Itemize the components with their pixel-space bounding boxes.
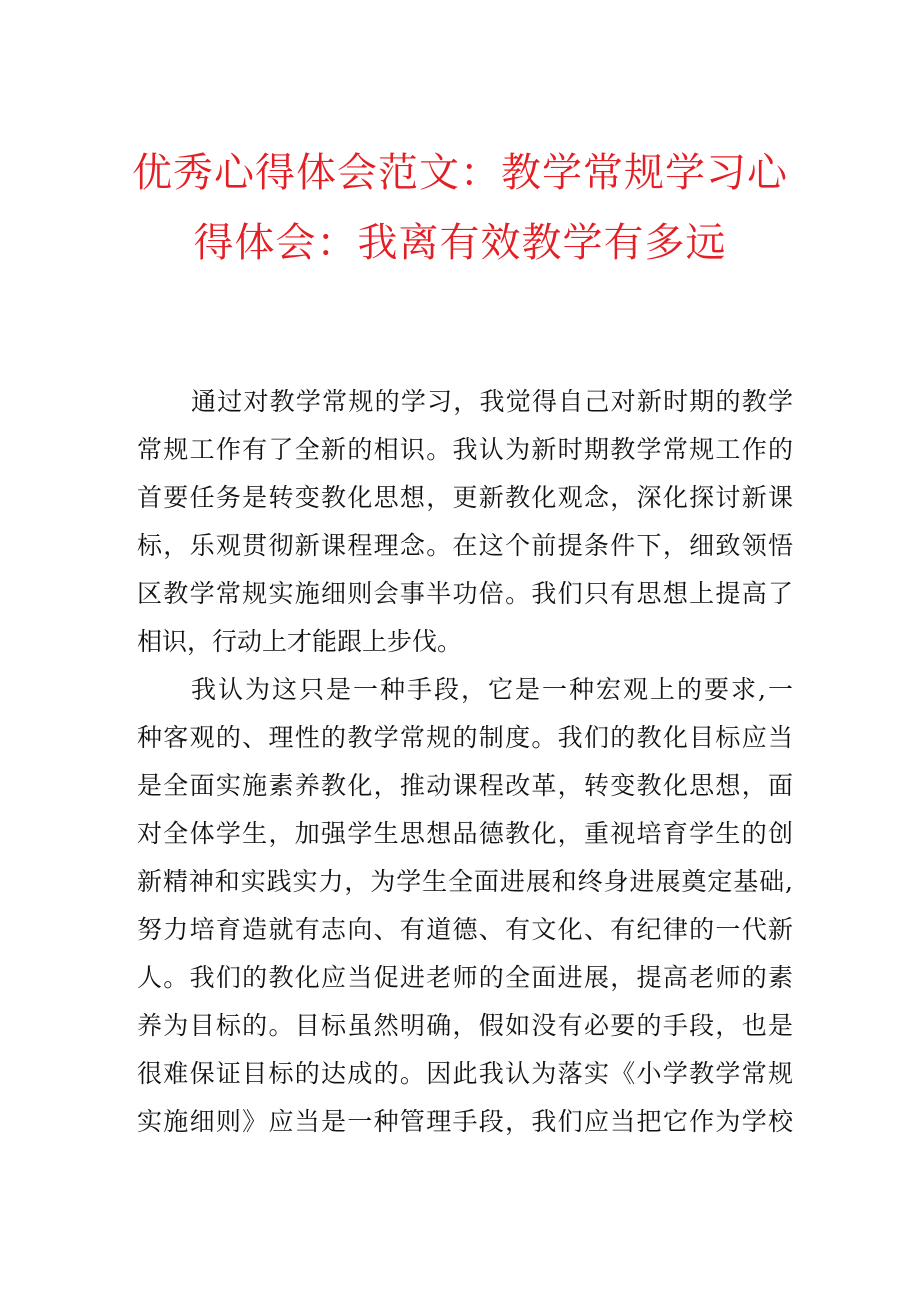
body-line: 努力培育造就有志向、有道德、有文化、有纪律的一代新 [137,915,793,944]
body-line: 通过对教学常规的学习，我觉得自己对新时期的教学 [191,387,793,416]
document-title [80,138,840,278]
title-line: 得体会：我离有效教学有多远 [193,220,727,266]
title-line: 优秀心得体会范文：教学常规学习心 [132,150,788,196]
body-line: 是全面实施素养教化，推动课程改革，转变教化思想，面 [137,771,793,800]
body-line: 区教学常规实施细则会事半功倍。我们只有思想上提高了 [137,579,793,608]
body-line: 相识，行动上才能跟上步伐。 [137,627,463,656]
body-line: 实施细则》应当是一种管理手段，我们应当把它作为学校 [137,1107,793,1136]
body-line: 对全体学生，加强学生思想品德教化，重视培育学生的创 [137,819,793,848]
body-line: 养为目标的。目标虽然明确，假如没有必要的手段，也是 [137,1011,793,1040]
body-line: 新精神和实践实力，为学生全面进展和终身进展奠定基础, [137,867,793,896]
body-line: 标，乐观贯彻新课程理念。在这个前提条件下，细致领悟 [137,531,793,560]
body-line: 很难保证目标的达成的。因此我认为落实《小学教学常规 [137,1059,793,1088]
paragraph-2 [137,666,793,1146]
body-line: 常规工作有了全新的相识。我认为新时期教学常规工作的 [137,435,793,464]
body-line: 我认为这只是一种手段，它是一种宏观上的要求,一 [191,675,793,704]
paragraph-1 [137,378,793,666]
body-line: 种客观的、理性的教学常规的制度。我们的教化目标应当 [137,723,793,752]
body-line: 人。我们的教化应当促进老师的全面进展，提高老师的素 [137,963,793,992]
body-line: 首要任务是转变教化思想，更新教化观念，深化探讨新课 [137,483,793,512]
document-body [137,378,793,1146]
